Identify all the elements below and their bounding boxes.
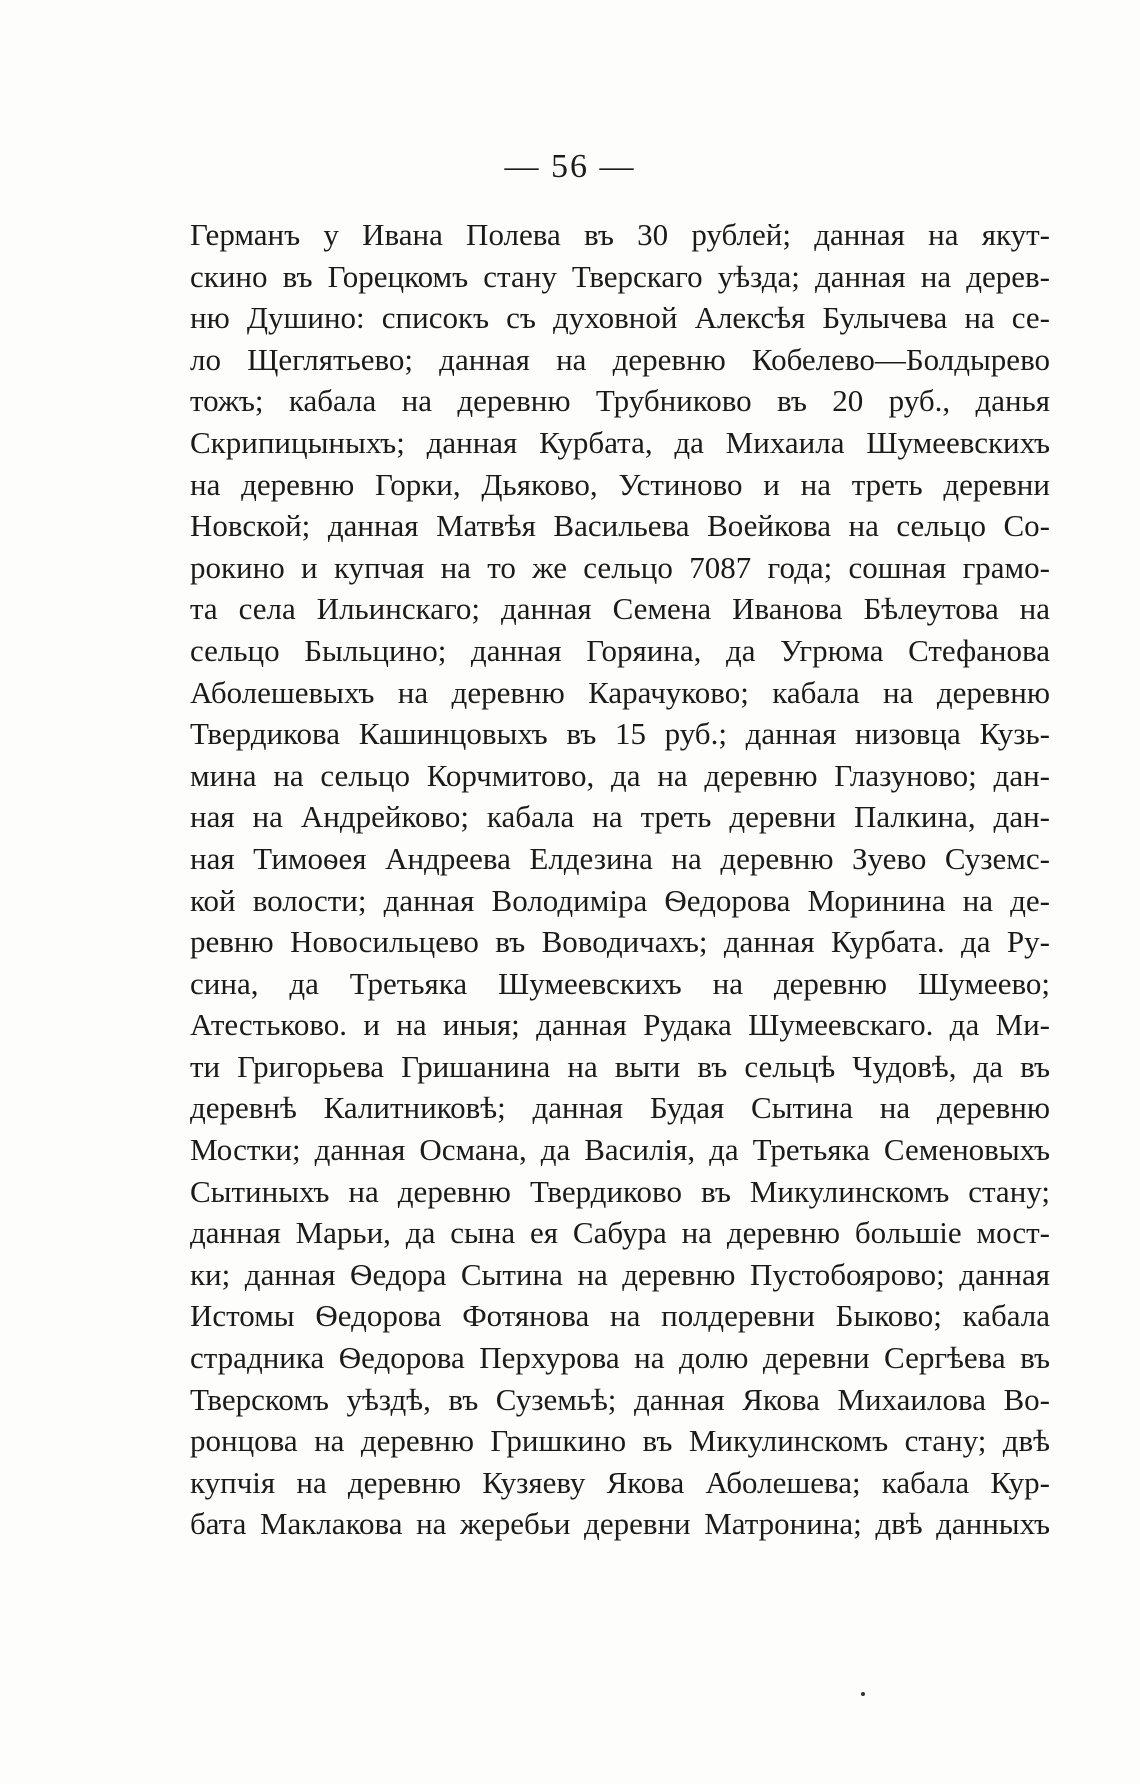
text-line: Тверскомъ уѣздѣ, въ Суземьѣ; данная Якова Михаилова Во- <box>190 1381 1050 1417</box>
text-line: кой волости; данная Володиміра Ѳедорова Моринина на де- <box>190 882 1050 918</box>
text-line: ронцова на деревню Гришкино въ Микулинскомъ стану; двѣ <box>190 1423 1050 1459</box>
text-line: ню Душино: списокъ съ духовной Алексѣя Булычева на се- <box>190 300 1050 336</box>
text-line: тожъ; кабала на деревню Трубниково въ 20 руб., данья <box>190 383 1050 419</box>
text-line: купчія на деревню Кузяеву Якова Аболешева; кабала Кур- <box>190 1464 1050 1500</box>
text-line: деревнѣ Калитниковѣ; данная Будая Сытина на деревню <box>190 1090 1050 1126</box>
body-text <box>190 214 1050 1545</box>
text-line: ная на Андрейково; кабала на треть деревни Палкина, дан- <box>190 799 1050 835</box>
text-line: Твердикова Кашинцовыхъ въ 15 руб.; данная низовца Кузь- <box>190 716 1050 752</box>
text-line: Германъ у Ивана Полева въ 30 рублей; данная на якут- <box>190 217 1050 252</box>
text-line: Аболешевыхъ на деревню Карачуково; кабала на деревню <box>190 674 1050 710</box>
page-number: — 56 — <box>504 148 636 185</box>
text-line: та села Ильинскаго; данная Семена Иванова Бѣлеутова на <box>190 591 1050 627</box>
text-line: Мостки; данная Османа, да Василія, да Третьяка Семеновыхъ <box>190 1132 1050 1168</box>
text-line: ки; данная Ѳедора Сытина на деревню Пустобоярово; данная <box>190 1256 1050 1292</box>
text-line: Сытиныхъ на деревню Твердиково въ Микулинскомъ стану; <box>190 1173 1050 1209</box>
text-line: скино въ Горецкомъ стану Тверскаго уѣзда; данная на дерев- <box>190 258 1050 294</box>
text-line: ло Щеглятьево; данная на деревню Кобелево—Болдырево <box>190 341 1050 377</box>
text-line: ная Тимоѳея Андреева Елдезина на деревню Зуево Суземс- <box>190 840 1050 876</box>
text-line: ревню Новосильцево въ Воводичахъ; данная Курбата. да Ру- <box>190 924 1050 960</box>
text-line: сина, да Третьяка Шумеевскихъ на деревню Шумеево; <box>190 965 1050 1001</box>
text-line: Атестьково. и на иныя; данная Рудака Шумеевскаго. да Ми- <box>190 1007 1050 1043</box>
text-line: страдника Ѳедорова Перхурова на долю деревни Сергѣева въ <box>190 1340 1050 1376</box>
text-line: данная Марьи, да сына ея Сабура на деревню большіе мост- <box>190 1215 1050 1251</box>
text-line: рокино и купчая на то же сельцо 7087 года; сошная грамо- <box>190 549 1050 585</box>
ink-speck <box>861 1692 865 1696</box>
text-line: ти Григорьева Гришанина на выти въ сельцѣ Чудовѣ, да въ <box>190 1048 1050 1084</box>
text-line: бата Маклакова на жеребьи деревни Матронина; двѣ данныхъ <box>190 1506 1050 1542</box>
text-line: Скрипицыныхъ; данная Курбата, да Михаила Шумеевскихъ <box>190 424 1050 460</box>
text-line: Новской; данная Матвѣя Васильева Воейкова на сельцо Со- <box>190 508 1050 544</box>
text-line: мина на сельцо Корчмитово, да на деревню Глазуново; дан- <box>190 757 1050 793</box>
text-line: Истомы Ѳедорова Фотянова на полдеревни Быково; кабала <box>190 1298 1050 1334</box>
text-line: сельцо Быльцино; данная Горяина, да Угрюма Стефанова <box>190 632 1050 668</box>
text-line: на деревню Горки, Дьяково, Устиново и на треть деревни <box>190 466 1050 502</box>
